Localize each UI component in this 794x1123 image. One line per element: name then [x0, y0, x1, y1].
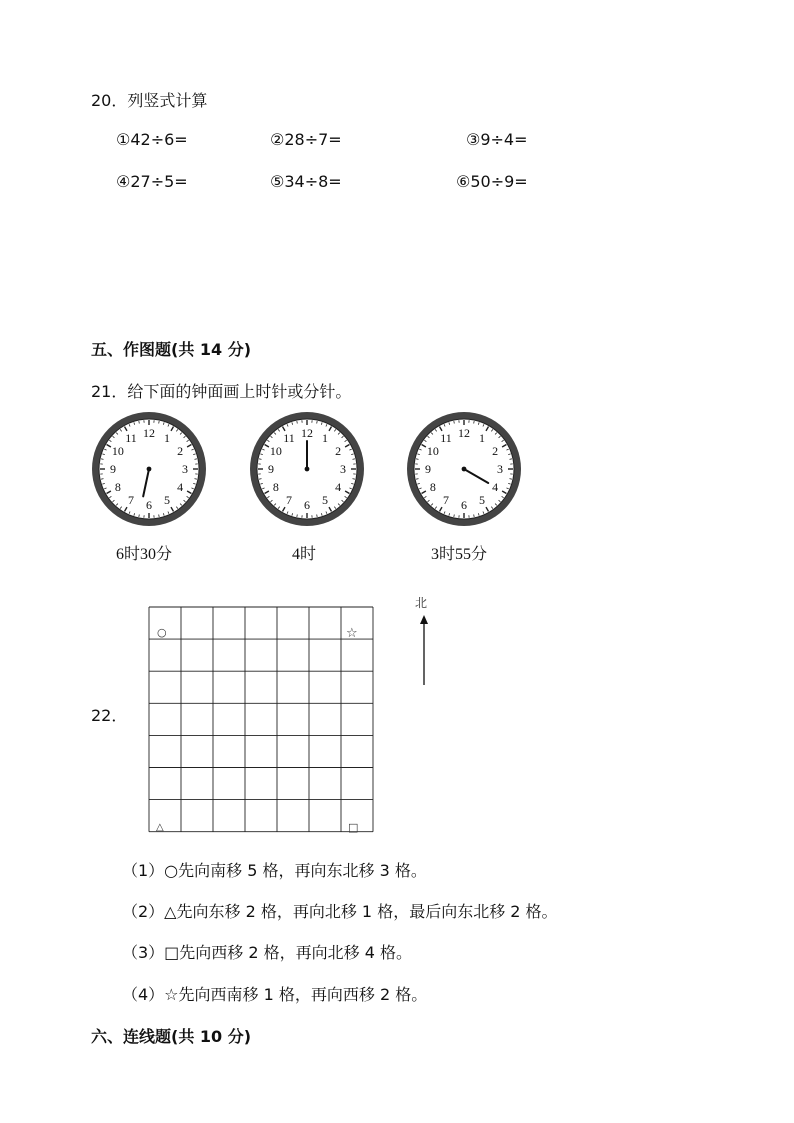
equation-6: ⑥50÷9= [456, 172, 528, 191]
star-marker: ☆ [346, 626, 358, 641]
clock-number: 12 [301, 426, 313, 440]
clock-center-dot [147, 467, 152, 472]
clock-number: 5 [479, 493, 485, 508]
triangle-marker: △ [156, 822, 164, 833]
clock-number: 11 [440, 430, 452, 445]
clock-number: 6 [461, 498, 467, 512]
clock-number: 6 [146, 498, 152, 512]
clock-tick [454, 514, 455, 516]
clock-number: 2 [177, 444, 184, 458]
clock-tick [259, 479, 261, 480]
clock-tick [194, 459, 196, 460]
clock-number: 10 [426, 444, 439, 458]
clock-number: 2 [335, 444, 342, 458]
section-5-title: 五、作图题(共 14 分) [91, 340, 252, 359]
clock-number: 1 [164, 430, 170, 445]
north-arrow-icon [420, 615, 428, 685]
clock-face [250, 412, 364, 526]
clock-tick [159, 514, 160, 516]
clock-1-caption: 6时30分 [116, 546, 173, 563]
clock-tick [416, 459, 418, 460]
clock-number: 3 [340, 462, 346, 476]
clock-number: 12 [143, 426, 155, 440]
equation-1: ①42÷6= [116, 130, 188, 149]
clock-number: 1 [479, 430, 485, 445]
clock-face [407, 412, 521, 526]
clock-face [92, 412, 206, 526]
clock-tick [159, 421, 160, 423]
equation-5: ⑤34÷8= [270, 172, 342, 191]
clock-tick [194, 479, 196, 480]
clock-number: 7 [443, 493, 449, 508]
instruction-2: （2）△先向东移 2 格，再向北移 1 格，最后向东北移 2 格。 [122, 902, 558, 921]
clock-number: 10 [111, 444, 124, 458]
clock-number: 3 [497, 462, 503, 476]
clock-number: 5 [164, 493, 170, 508]
clock-number: 6 [304, 498, 310, 512]
clock-tick [509, 479, 511, 480]
clock-number: 8 [272, 480, 279, 494]
clock-tick [454, 421, 455, 423]
clock-tick [317, 421, 318, 423]
clock-number: 12 [458, 426, 470, 440]
coordinate-grid [149, 607, 373, 832]
clock-tick [139, 514, 140, 516]
grid-diagram [0, 590, 794, 850]
clock-tick [259, 459, 261, 460]
clock-tick [352, 479, 354, 480]
clock-tick [509, 459, 511, 460]
clock-number: 8 [429, 480, 436, 494]
equation-2: ②28÷7= [270, 130, 342, 149]
clock-number: 7 [128, 493, 134, 508]
clock-number: 9 [425, 462, 431, 476]
north-label: 北 [415, 596, 428, 610]
clock-number: 8 [114, 480, 121, 494]
clock-tick [416, 479, 418, 480]
clock-2-caption: 4时 [292, 546, 317, 563]
clocks-area [0, 400, 794, 600]
clock-number: 11 [125, 430, 137, 445]
clock-tick [352, 459, 354, 460]
instruction-1: （1）○先向南移 5 格，再向东北移 3 格。 [122, 861, 427, 880]
clock-tick [139, 421, 140, 423]
clock-number: 7 [286, 493, 292, 508]
instruction-3: （3）□先向西移 2 格，再向北移 4 格。 [122, 943, 413, 962]
question-20-title: 20．列竖式计算 [91, 91, 208, 110]
clock-center-dot [462, 467, 467, 472]
circle-marker: ○ [157, 626, 167, 639]
clock-tick [297, 421, 298, 423]
instruction-4: （4）☆先向西南移 1 格，再向西移 2 格。 [122, 985, 428, 1004]
clock-tick [297, 514, 298, 516]
clock-center-dot [305, 467, 310, 472]
clock-3-caption: 3时55分 [431, 546, 488, 563]
clock-number: 3 [182, 462, 188, 476]
clock-tick [101, 479, 103, 480]
clock-number: 9 [110, 462, 116, 476]
clock-number: 4 [177, 480, 184, 494]
clock-tick [101, 459, 103, 460]
section-6-title: 六、连线题(共 10 分) [91, 1027, 252, 1046]
question-21-title: 21．给下面的钟面画上时针或分针。 [91, 382, 352, 401]
clock-number: 4 [492, 480, 499, 494]
clock-tick [317, 514, 318, 516]
square-marker: □ [348, 821, 359, 834]
clock-number: 11 [283, 430, 295, 445]
clock-number: 10 [269, 444, 282, 458]
clock-number: 5 [322, 493, 328, 508]
clock-number: 2 [492, 444, 499, 458]
clock-number: 4 [335, 480, 342, 494]
equation-4: ④27÷5= [116, 172, 188, 191]
clock-tick [474, 514, 475, 516]
question-22-number: 22． [91, 706, 128, 725]
clock-number: 1 [322, 430, 328, 445]
clock-tick [474, 421, 475, 423]
equation-3: ③9÷4= [466, 130, 528, 149]
clock-number: 9 [268, 462, 274, 476]
